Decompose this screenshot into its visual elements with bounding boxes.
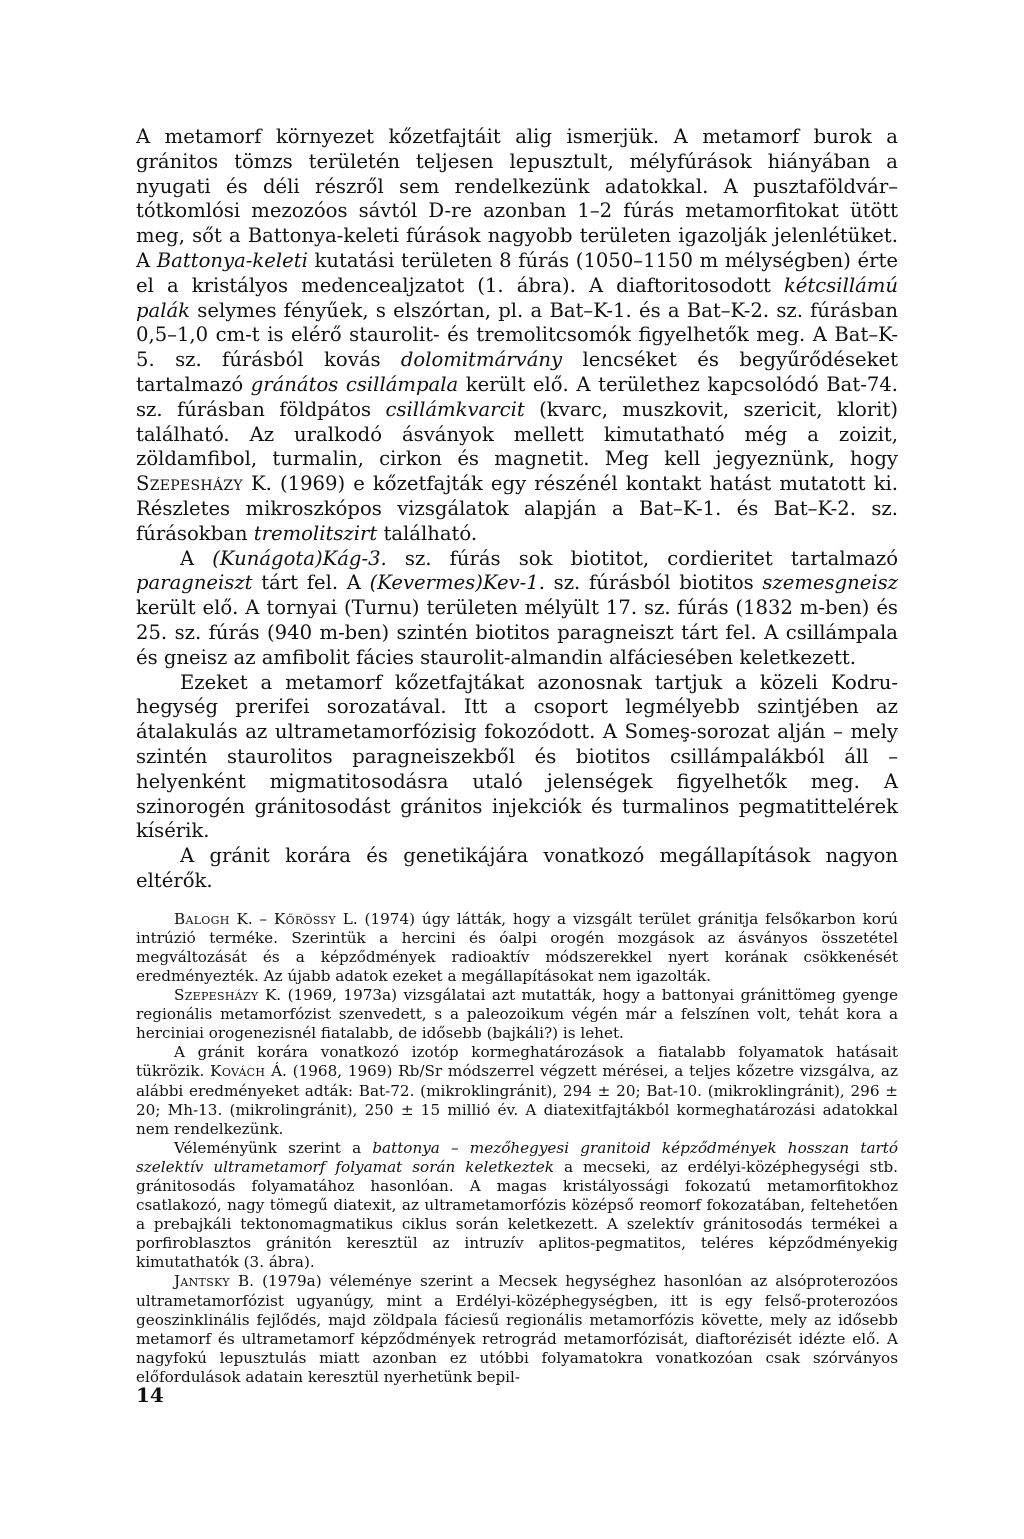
text-run: található. — [377, 521, 478, 545]
paragraph-3: Ezeket a metamorf kőzetfajtákat azonosnak tartjuk a közeli Kodru-hegység prerifei sorozatával. Itt a csoport legmélyebb szintjében az átalakulás az ultrametamorfózisig fokozódott. A Someş-sorozat alján – mely szintén staurolitos paragneiszekből és biotitos csillámpalákból áll – helyenként migmatitosodásra utaló jelenségek figyelhetők meg. A szinorogén gránitosodást gránitos injekciók és turmalinos pegmatittelérek kísérik. — [136, 670, 898, 843]
text-run: sz. fúrásból biotitos — [544, 571, 763, 595]
text-run: K. (1969, 1973a) vizsgálatai azt mutatták, hogy a battonyai gránittömeg gyenge regionális metamorfózist szenvedett, s a paleozoikum végén már a felszínen volt, tehát kora a herciniai orogenezisnél fiatalabb, de idősebb (bajkáli?) is lehet. — [136, 986, 898, 1043]
main-text — [136, 125, 898, 894]
italic-run: gránátos csillámpala — [250, 372, 459, 396]
text-run: Á. (1968, 1969) Rb/Sr módszerrel végzett mérései, a teljes kőzetre vizsgálva, az alábbi eredményeket adták: Bat-72. (mikroklingránit), 294 ± 20; Bat-10. (mikroklingránit), 296 ± 20; Mh-13. (mikrolingránit), 250 ± 15 millió év. A diatexitfajtákból kormeghatározási adatokkal nem rendelkezünk. — [136, 1062, 898, 1138]
text-run: került elő. A területhez kapcsolódó Bat-74. sz. fúrásban földpátos — [136, 372, 898, 421]
text-run: K. – — [229, 909, 274, 928]
text-run: a mecseki, az erdélyi-középhegységi stb. gránitosodás folyamatához hasonlóan. A magas kristályossági fokozatú metamorfitokhoz csatlakozó, nagy tömegű diatexit, az ultrametamorfózis középső reomorf fokozatában, feltehetően a prebajkáli tektonomagmatikus ciklus során keletkezett. A szelektív gránitosodás termékei a porfiroblasztos gránitón keresztül az intruzív aplitos-pegmatitos, teléres képződményekig kimutathatók (3. ábra). — [136, 1157, 898, 1272]
author-name: Kőrössy — [273, 909, 336, 928]
page-content — [136, 125, 898, 1485]
italic-run: battonya – mezőhegyesi granitoid képződmények hosszan tartó szelektív ultrametamorf folyamat során keletkeztek — [136, 1138, 899, 1176]
small-paragraph-2 — [136, 986, 898, 1043]
author-name: Jantsky — [174, 1272, 230, 1291]
author-name: Kovách — [210, 1062, 266, 1081]
text-run: A — [180, 546, 213, 570]
paragraph-2 — [136, 547, 898, 671]
small-paragraph-3 — [136, 1043, 898, 1138]
paragraph-1 — [136, 125, 898, 547]
small-paragraph-1 — [136, 910, 898, 986]
text-run: A gránit korára vonatkozó izotóp kormeghatározások a fiatalabb folyamatok hatásait tükrözik. — [136, 1043, 898, 1081]
italic-run: szemesgneisz — [762, 571, 898, 595]
small-paragraph-4 — [136, 1139, 898, 1273]
italic-run: dolomitmárvány — [400, 348, 563, 372]
italic-run: paragneiszt — [136, 571, 253, 595]
paragraph-4: A gránit korára és genetikájára vonatkozó megállapítások nagyon eltérők. — [136, 844, 898, 892]
text-run: B. (1979a) véleménye szerint a Mecsek hegységhez hasonlóan az alsóproterozóos ultrametamorfózist ugyanúgy, mint a Erdélyi-középhegységben, itt is egy felső-proterozóos geoszinklinális fejlődés, majd zöldpala fáciesű regionális metamorfózis követte, mely az idősebb metamorf és ultrametamorf képződmények retrográd metamorfózisát, diaftorézisét idézte elő. A nagyfokú lepusztulás miatt azonban ez utóbbi folyamatokra vonatkozóan csak szórványos előfordulások adatain keresztül nyerhetünk bepil- — [136, 1272, 898, 1386]
author-name: Szepesházy — [136, 472, 243, 496]
italic-run: csillámkvarcit — [385, 397, 525, 421]
text-run: L. (1974) úgy látták, hogy a vizsgált terület gránitja felsőkarbon korú intrúzió terméke. Szerintük a hercini és óalpi orogén mozgások az ásványos összetétel megváltozását és a képződmények radioaktív módszerekkel nyert korának csökkenését eredményezték. Az újabb adatok ezeket a megállapításokat nem igazolták. — [136, 909, 898, 985]
italic-run: Battonya-keleti — [156, 248, 308, 272]
text-run: K. (1969) e kőzetfajták egy részénél kontakt hatást mutatott ki. Részletes mikroszkópos vizsgálatok alapján a Bat–K-1. és Bat–K-2. sz. fúrásokban — [136, 472, 898, 545]
text-run: lencséket és begyűrődéseket tartalmazó — [136, 348, 898, 396]
text-run: Véleményünk szerint a — [174, 1138, 373, 1157]
small-paragraph-5 — [136, 1272, 898, 1387]
author-name: Szepesházy — [174, 986, 259, 1005]
text-run: sz. fúrás sok biotitot, cordieritet tartalmazó — [386, 546, 898, 570]
text-run: selymes fényűek, s elszórtan, pl. a Bat–K-1. és a Bat–K-2. sz. fúrásban 0,5–1,0 cm-t is elérő staurolit- és tremolitcsomók figyelhetők meg. A Bat–K-5. sz. fúrásból kovás — [136, 298, 898, 372]
italic-run: kétcsillámú palák — [136, 273, 898, 322]
text-run: került elő. A tornyai (Turnu) területen mélyült 17. sz. fúrás (1832 m-ben) és 25. sz. fúrás (940 m-ben) szintén biotitos paragneiszt tárt fel. A csillámpala és gneisz az amfibolit fácies staurolit-almandin alfáciesében keletkezett. — [136, 596, 898, 669]
italic-run: (Kevermes)Kev-1. — [369, 571, 545, 595]
small-print-section — [136, 910, 898, 1387]
author-name: Balogh — [174, 909, 230, 928]
italic-run: (Kunágota)Kág-3. — [212, 546, 387, 570]
page-number: 14 — [136, 1383, 164, 1407]
text-run: kutatási területen 8 fúrás (1050–1150 m mélységben) érte el a kristályos medencealjzatot (1. ábra). A diaftoritosodott — [136, 248, 898, 297]
italic-run: tremolitszirt — [253, 521, 378, 545]
text-run: (kvarc, muszkovit, szericit, klorit) található. Az uralkodó ásványok mellett kimutatható még a zoizit, zöldamfibol, turmalin, cirkon és magnetit. Meg kell jegyeznünk, hogy — [136, 397, 898, 471]
text-run: tárt fel. A — [252, 571, 370, 595]
text-run: A metamorf környezet kőzetfajtáit alig ismerjük. A metamorf burok a gránitos tömzs területén teljesen lepusztult, mélyfúrások hiányában a nyugati és déli részről sem rendelkezünk adatokkal. A pusztaföldvár–tótkomlósi mezozóos sávtól D-re azonban 1–2 fúrás metamorfitokat ütött meg, sőt a Battonya-keleti fúrások nagyobb területen igazolják jelenlétüket. A — [136, 125, 898, 272]
